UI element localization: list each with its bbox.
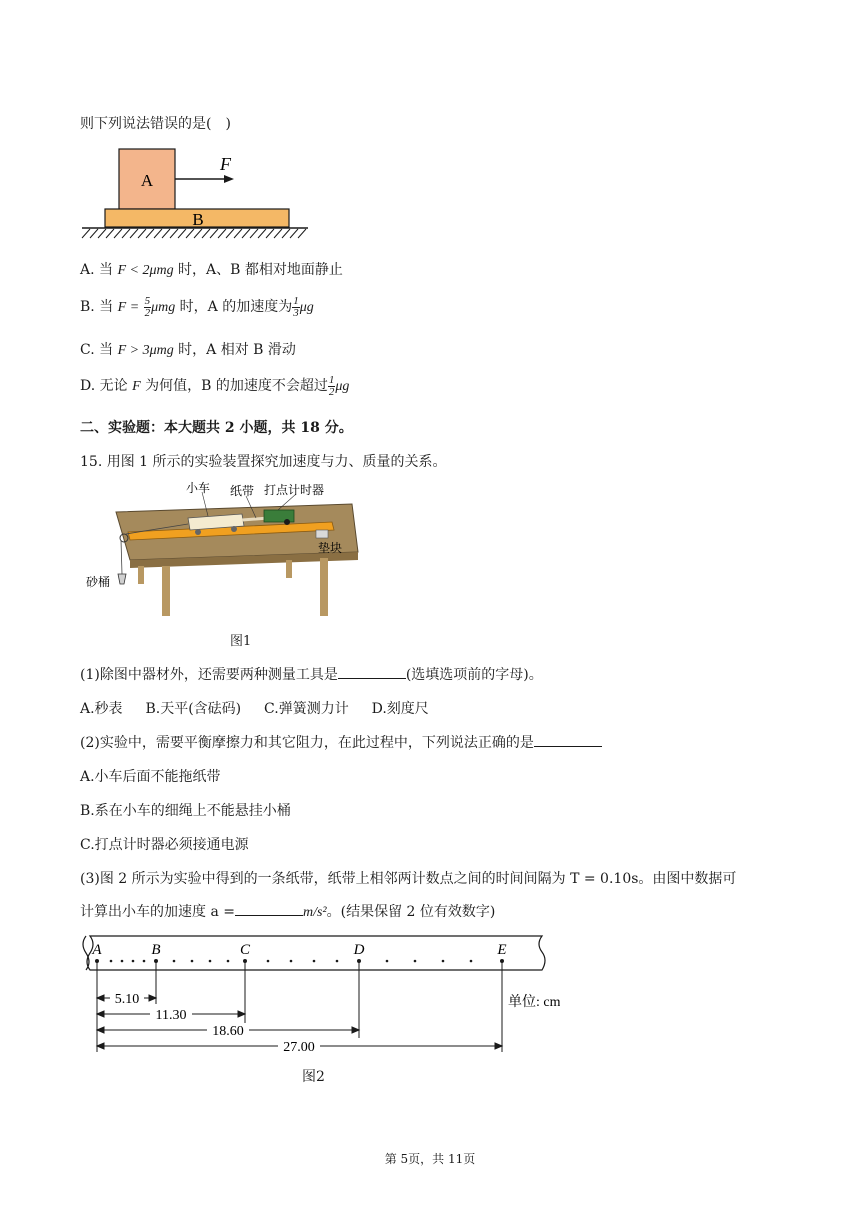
point-label: B xyxy=(151,942,161,958)
choice[interactable]: B.系在小车的细绳上不能悬挂小桶 xyxy=(80,803,291,819)
table-leg xyxy=(286,560,292,578)
point-label: A xyxy=(92,942,102,958)
q15-part2: (2)实验中，需要平衡摩擦力和其它阻力，在此过程中，下列说法正确的是 xyxy=(80,732,602,752)
bucket xyxy=(118,574,126,584)
option-c[interactable]: C. 当 F > 3μmg 时，A 相对 B 滑动 xyxy=(80,342,296,358)
fraction: $\frac{5}{2}$ xyxy=(144,294,151,319)
option-b[interactable]: B. 当 F = $\frac{5}{2}$ μmg 时，A 的加速度为 $\frac{1}{3}$ μg xyxy=(80,294,314,319)
choice[interactable]: D.刻度尺 xyxy=(371,701,429,717)
tape-figure xyxy=(80,932,560,1056)
q15-part1-options xyxy=(80,698,429,718)
ground-hatch xyxy=(82,229,306,238)
section-heading: 二、实验题：本大题共 2 小题，共 18 分。 xyxy=(80,420,353,436)
choice[interactable]: A.小车后面不能拖纸带 xyxy=(80,769,221,785)
label-tape: 纸带 xyxy=(230,484,255,498)
fraction: $\frac{1}{2}$ xyxy=(328,373,335,398)
fig1-caption: 图1 xyxy=(230,634,252,649)
option-d[interactable]: D. 无论 F 为何值，B 的加速度不会超过 $\frac{1}{2}$ μg xyxy=(80,373,350,398)
label-cart: 小车 xyxy=(186,481,211,495)
pad xyxy=(316,530,328,538)
point-label: D xyxy=(353,942,365,958)
label-timer: 打点计时器 xyxy=(264,483,325,497)
cart-wheel xyxy=(195,529,201,535)
tape-end xyxy=(83,936,89,970)
force-arrowhead xyxy=(224,175,234,183)
fig2-caption: 图2 xyxy=(302,1069,325,1085)
q15-part1: (1)除图中器材外，还需要两种测量工具是 (选填选项前的字母)。 xyxy=(80,664,543,684)
unit-label: 单位: cm xyxy=(508,995,560,1010)
distance-label: 18.60 xyxy=(212,1024,244,1039)
option-a[interactable]: A. 当 F < 2μmg 时，A、B 都相对地面静止 xyxy=(80,262,343,278)
apparatus-figure xyxy=(82,478,382,618)
timer xyxy=(264,510,294,522)
choice[interactable]: A.秒表 xyxy=(80,701,123,717)
answer-blank[interactable] xyxy=(338,664,406,679)
distance-label: 11.30 xyxy=(155,1008,187,1023)
answer-blank[interactable] xyxy=(235,901,303,916)
label-b: B xyxy=(192,210,204,229)
label-pad: 垫块 xyxy=(318,541,343,555)
table-leg xyxy=(138,566,144,584)
timer-knob xyxy=(284,519,290,525)
page-footer: 第 5页，共 11页 xyxy=(384,1152,476,1166)
distance-label: 27.00 xyxy=(283,1040,315,1055)
q15-part3-line2: 计算出小车的加速度 a = m/s²。(结果保留 2 位有效数字) xyxy=(80,901,495,921)
label-f: F xyxy=(220,154,231,174)
label-a: A xyxy=(140,171,154,190)
choice[interactable]: C.打点计时器必须接通电源 xyxy=(80,837,249,853)
string-vertical xyxy=(121,540,122,574)
table-leg xyxy=(320,558,328,616)
table-leg xyxy=(162,566,170,616)
question-intro: 则下列说法错误的是( ) xyxy=(80,116,231,132)
choice[interactable]: B.天平(含砝码) xyxy=(145,701,242,717)
q15-part3-line1: (3)图 2 所示为实验中得到的一条纸带，纸带上相邻两计数点之间的时间间隔为 T = 0.10s。由图中数据可 xyxy=(80,871,737,887)
q15-stem: 15. 用图 1 所示的实验装置探究加速度与力、质量的关系。 xyxy=(80,454,447,470)
choice[interactable]: C.弹簧测力计 xyxy=(264,701,349,717)
point-label: C xyxy=(239,942,251,958)
block-diagram xyxy=(78,146,318,242)
point-label: E xyxy=(497,942,507,958)
fraction: $\frac{1}{3}$ xyxy=(293,294,299,319)
cart-wheel xyxy=(231,526,237,532)
distance-label: 5.10 xyxy=(114,992,140,1007)
answer-blank[interactable] xyxy=(534,732,602,747)
label-bucket: 砂桶 xyxy=(86,575,111,589)
